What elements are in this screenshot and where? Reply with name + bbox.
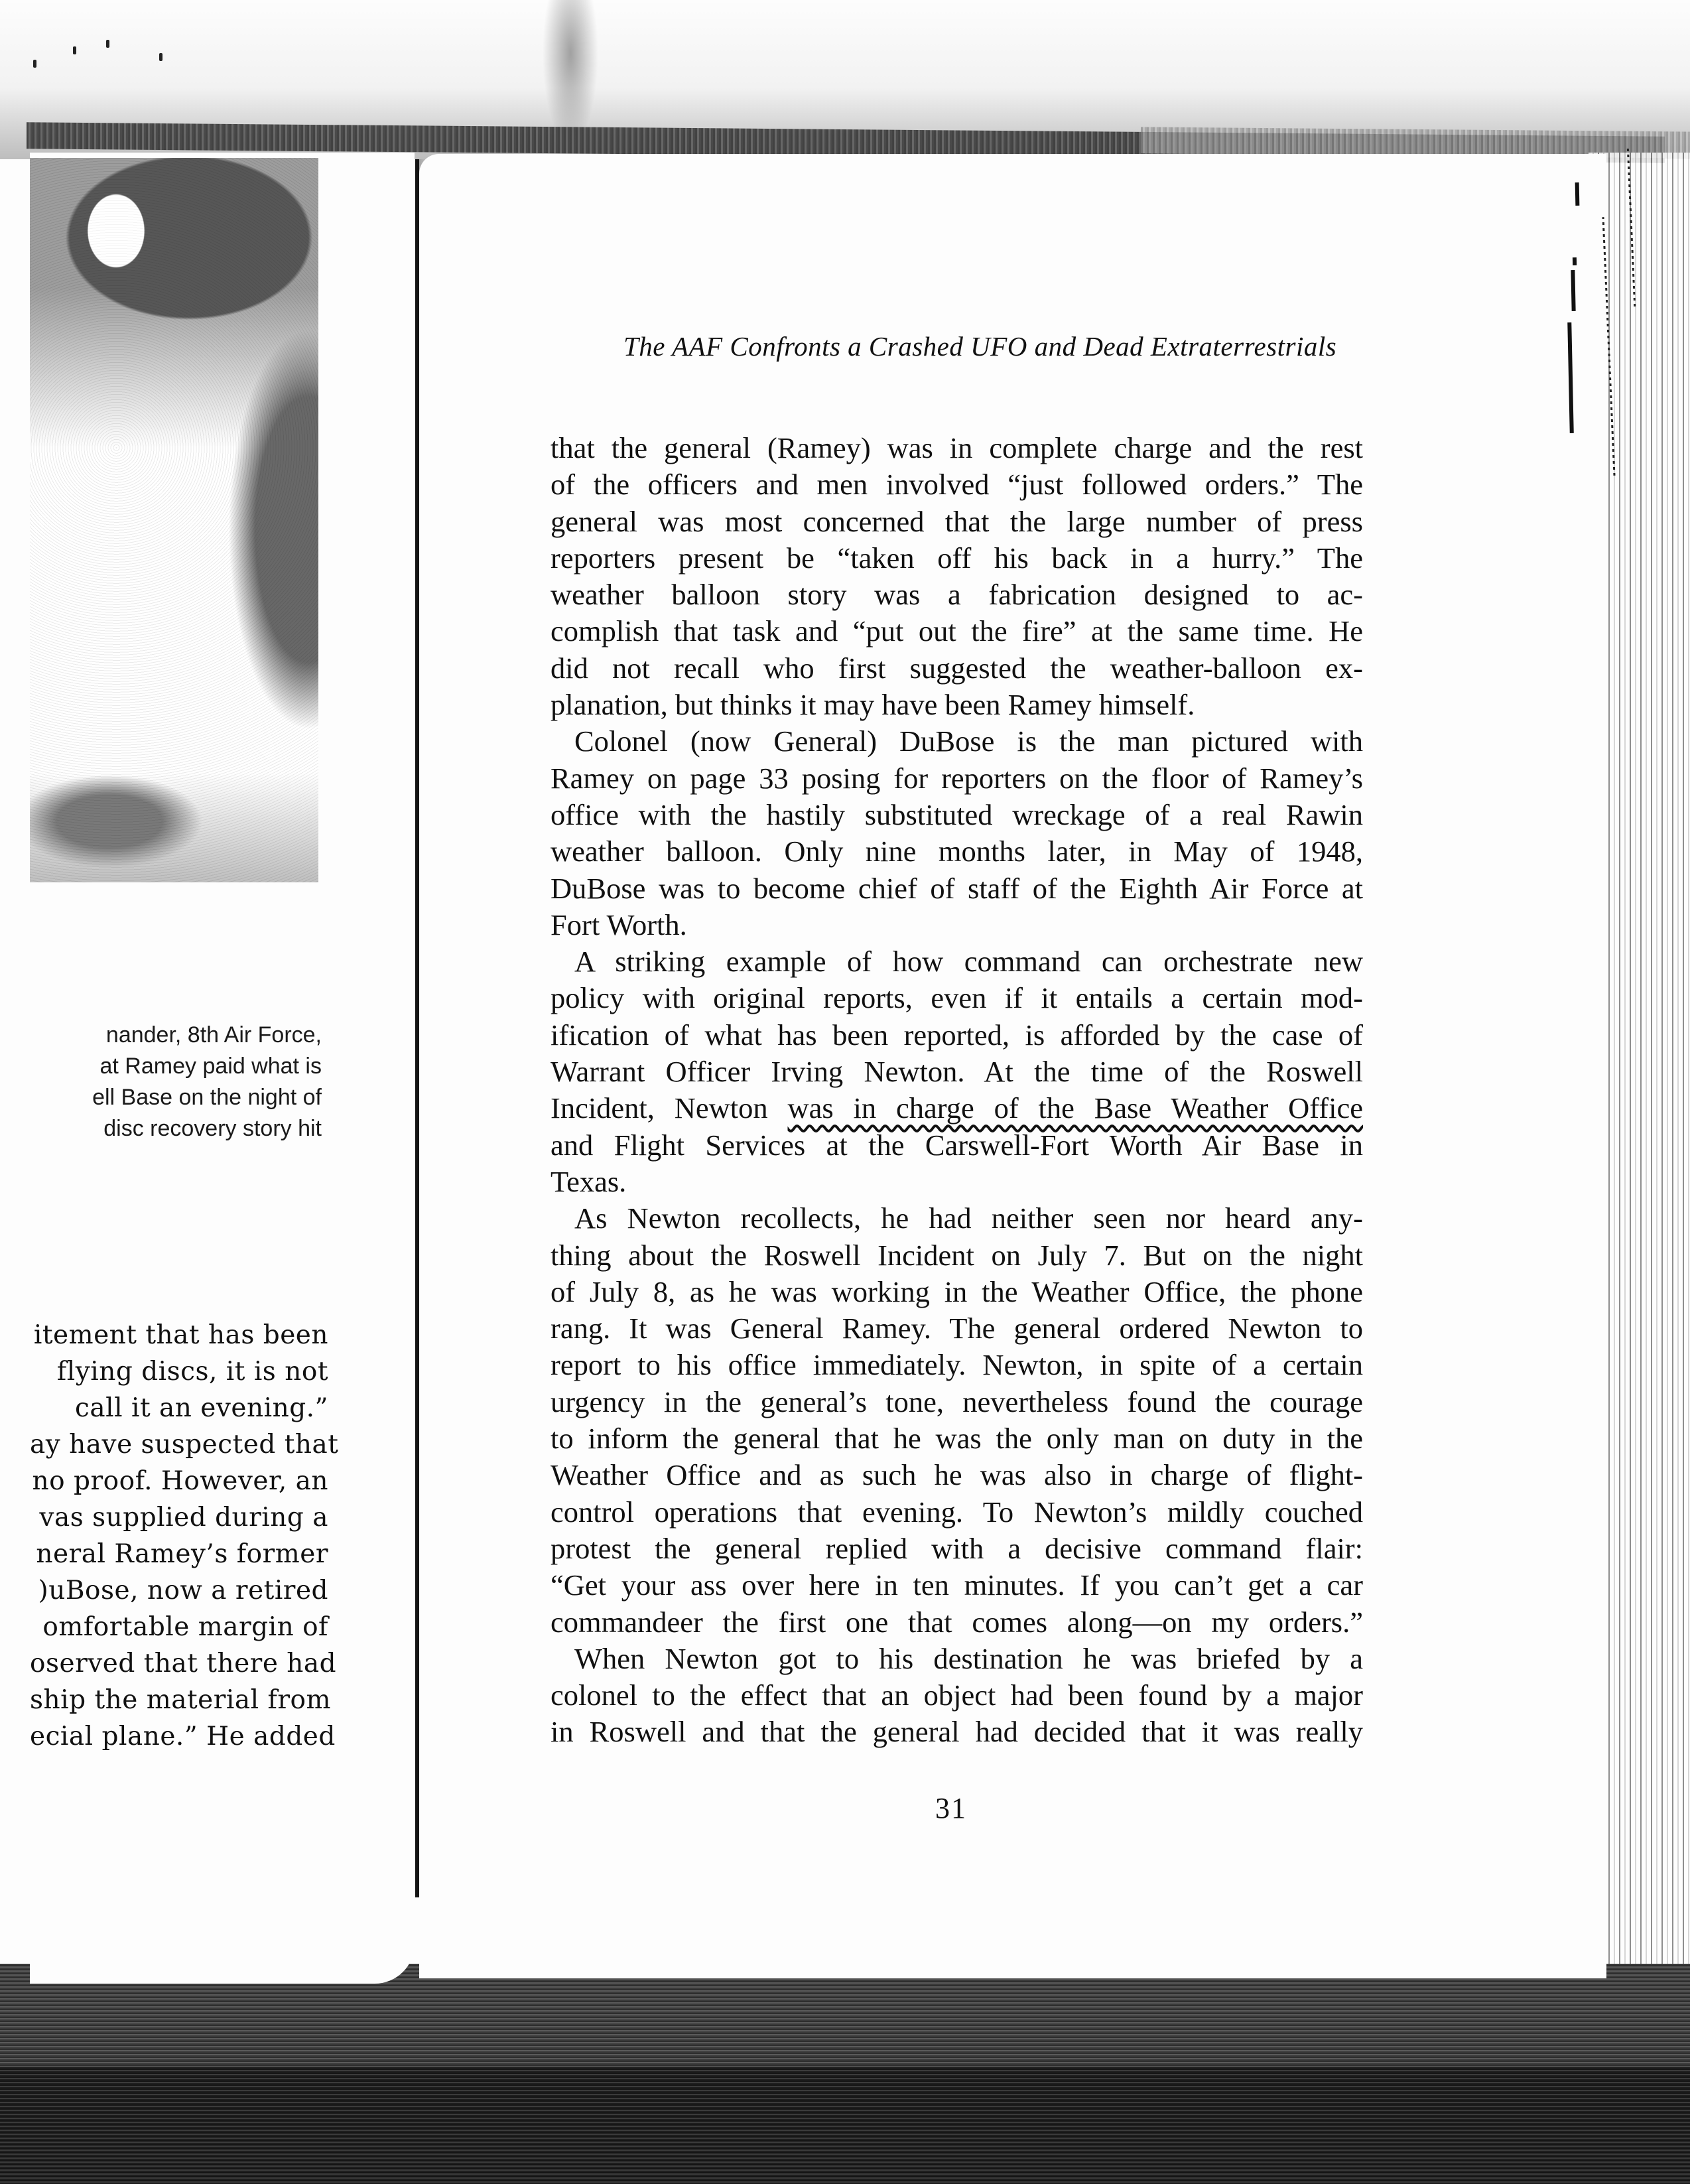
text-line: to inform the general that he was the only man on duty in the [551,1422,1363,1456]
text-line: control operations that evening. To Newton’s mildly couched [551,1495,1363,1529]
text-line: When Newton got to his destination he was briefed by a [574,1641,1363,1675]
text-line: “Get your ass over here in ten minutes. If you can’t get a car [551,1568,1363,1602]
text-line: of the officers and men involved “just followed orders.” The [551,468,1363,502]
text-line: weather balloon story was a fabrication designed to ac- [551,578,1363,612]
left-text-line: flying discs, it is not [56,1357,328,1387]
text-line: Texas. [551,1164,627,1198]
table-surface [0,2067,1690,2184]
handwritten-underline: was in charge of the Base Weather Office [787,1091,1363,1125]
caption-line: at Ramey paid what is [99,1054,322,1079]
left-text-line: ecial plane.” He added [30,1722,336,1751]
left-text-line: no proof. However, an [32,1466,328,1496]
text-line: and Flight Services at the Carswell-Fort Worth Air Base in [551,1128,1363,1162]
text-line: commandeer the first one that comes along—on my orders.” [551,1605,1363,1639]
text-line: complish that task and “put out the fire” at the same time. He [551,614,1363,648]
text-line: general was most concerned that the large number of press [551,504,1363,538]
text-line: DuBose was to become chief of staff of the Eighth Air Force at [551,871,1363,905]
text-line: weather balloon. Only nine months later, in May of 1948, [551,835,1363,868]
text-line: Fort Worth. [551,908,687,941]
text-line [551,1090,1363,1126]
text-line: of July 8, as he was working in the Weather Office, the phone [551,1274,1363,1308]
left-text-line: ay have suspected that [30,1430,339,1460]
text-line: Colonel (now General) DuBose is the man pictured with [574,724,1363,758]
text-line: colonel to the effect that an object had been found by a major [551,1678,1363,1712]
text-line: protest the general replied with a decisive command flair: [551,1531,1363,1565]
page-number: 31 [935,1792,967,1824]
text-line: in Roswell and that the general had decided that it was really [551,1715,1363,1749]
text-line: reporters present be “taken off his back in a hurry.” The [551,541,1363,575]
left-text-line: oserved that there had [30,1649,337,1678]
left-text-line: omfortable margin of [42,1612,328,1642]
text-line: policy with original reports, even if it entails a certain mod- [551,981,1363,1015]
text-line: that the general (Ramey) was in complete charge and the rest [551,431,1363,464]
text-line: office with the hastily substituted wreckage of a real Rawin [551,797,1363,831]
text-segment: Incident, Newton [551,1091,788,1125]
scan-specks [27,40,186,80]
text-line: urgency in the general’s tone, nevertheless found the courage [551,1385,1363,1418]
text-line: Warrant Officer Irving Newton. At the time of the Roswell [551,1055,1363,1089]
text-line: did not recall who first suggested the weather-balloon ex- [551,651,1363,685]
running-head: The AAF Confronts a Crashed UFO and Dead Extraterrestrials [623,331,1337,362]
left-text-line: neral Ramey’s former [36,1539,328,1569]
text-line: ification of what has been reported, is afforded by the case of [551,1018,1363,1052]
left-page-text [30,1317,339,1755]
left-text-line: itement that has been [33,1320,328,1350]
text-line: Ramey on page 33 posing for reporters on the floor of Ramey’s [551,761,1363,795]
margin-mark [1571,270,1575,311]
text-line: rang. It was General Ramey. The general ordered Newton to [551,1312,1363,1345]
margin-mark [1575,182,1580,206]
photo-caption [30,1020,322,1144]
margin-mark [1573,257,1577,265]
text-line: thing about the Roswell Incident on July 7. But on the night [551,1238,1363,1272]
caption-line: ell Base on the night of [92,1085,322,1110]
left-page-photo [30,158,318,882]
caption-line: nander, 8th Air Force, [105,1022,322,1048]
left-text-line: call it an evening.” [75,1393,328,1423]
text-line: As Newton recollects, he had neither seen nor heard any- [574,1201,1363,1235]
caption-line: disc recovery story hit [103,1116,322,1141]
left-text-line: vas supplied during a [39,1503,328,1533]
left-text-line: )uBose, now a retired [38,1576,328,1605]
text-line: Weather Office and as such he was also in charge of flight- [551,1458,1363,1492]
text-line: report to his office immediately. Newton, in spite of a certain [551,1348,1363,1382]
text-line: planation, but thinks it may have been Ramey himself. [551,688,1195,722]
body-text [551,430,1363,1751]
left-text-line: ship the material from [30,1685,331,1715]
text-line: A striking example of how command can orchestrate new [574,945,1363,979]
